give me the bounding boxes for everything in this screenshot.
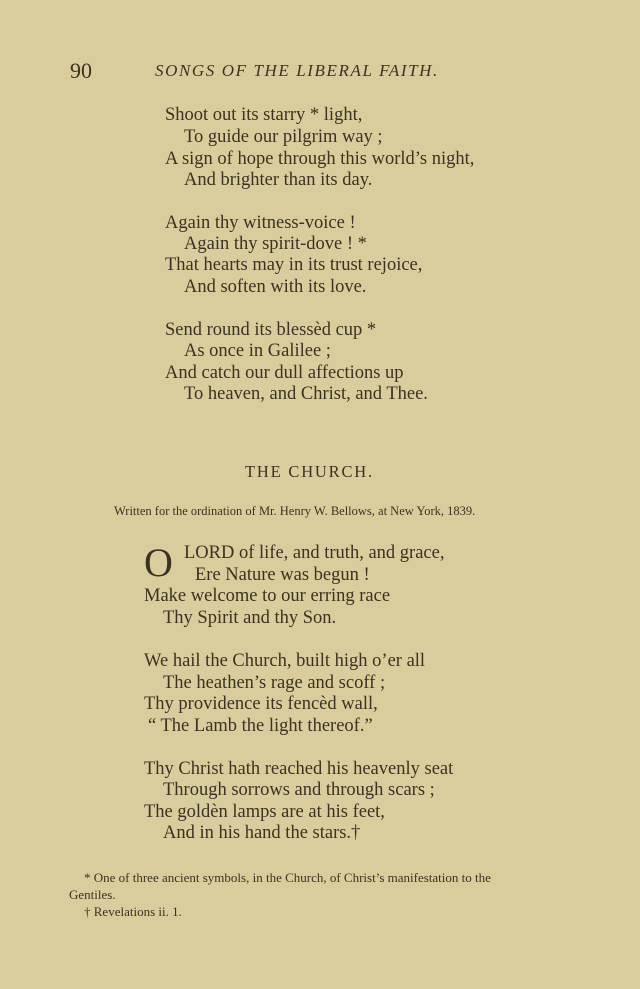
verse-line: The goldèn lamps are at his feet,	[144, 802, 385, 822]
footnote-1: * One of three ancient symbols, in the Church, of Christ’s manifestation to the	[84, 870, 491, 885]
verse-line: Thy Spirit and thy Son.	[163, 608, 337, 628]
verse-line: LORD of life, and truth, and grace,	[184, 543, 445, 563]
drop-cap: O	[144, 540, 173, 585]
verse-line: “ The Lamb the light thereof.”	[148, 716, 373, 736]
poem-subtitle: Written for the ordination of Mr. Henry W. Bellows, at New York, 1839.	[114, 504, 476, 518]
verse-line: Send round its blessèd cup *	[165, 320, 377, 340]
running-title: SONGS OF THE LIBERAL FAITH.	[155, 61, 439, 80]
footnote-1-continued: Gentiles.	[69, 887, 116, 902]
verse-line: Again thy spirit-dove ! *	[184, 234, 367, 254]
footnote-2: † Revelations ii. 1.	[84, 904, 182, 919]
verse-line: Thy Christ hath reached his heavenly seat	[144, 759, 454, 779]
verse-line: Again thy witness-voice !	[165, 213, 356, 233]
verse-line: That hearts may in its trust rejoice,	[165, 255, 423, 275]
verse-line: A sign of hope through this world’s night,	[165, 149, 475, 169]
verse-line: And soften with its love.	[184, 277, 367, 297]
verse-line: The heathen’s rage and scoff ;	[163, 673, 386, 693]
verse-line: Ere Nature was begun !	[195, 565, 370, 585]
verse-line: Shoot out its starry * light,	[165, 105, 363, 125]
poem-title: THE CHURCH.	[245, 462, 374, 481]
verse-line: To heaven, and Christ, and Thee.	[184, 384, 428, 404]
verse-line: Through sorrows and through scars ;	[163, 780, 435, 800]
page-number: 90	[70, 58, 92, 83]
verse-line: And brighter than its day.	[184, 170, 373, 190]
verse-line: And catch our dull affections up	[165, 363, 404, 383]
verse-line: Make welcome to our erring race	[144, 586, 391, 606]
verse-line: And in his hand the stars.†	[163, 823, 361, 843]
verse-line: To guide our pilgrim way ;	[184, 127, 383, 147]
verse-line: We hail the Church, built high o’er all	[144, 651, 426, 671]
verse-line: Thy providence its fencèd wall,	[144, 694, 378, 714]
verse-line: As once in Galilee ;	[184, 341, 331, 361]
